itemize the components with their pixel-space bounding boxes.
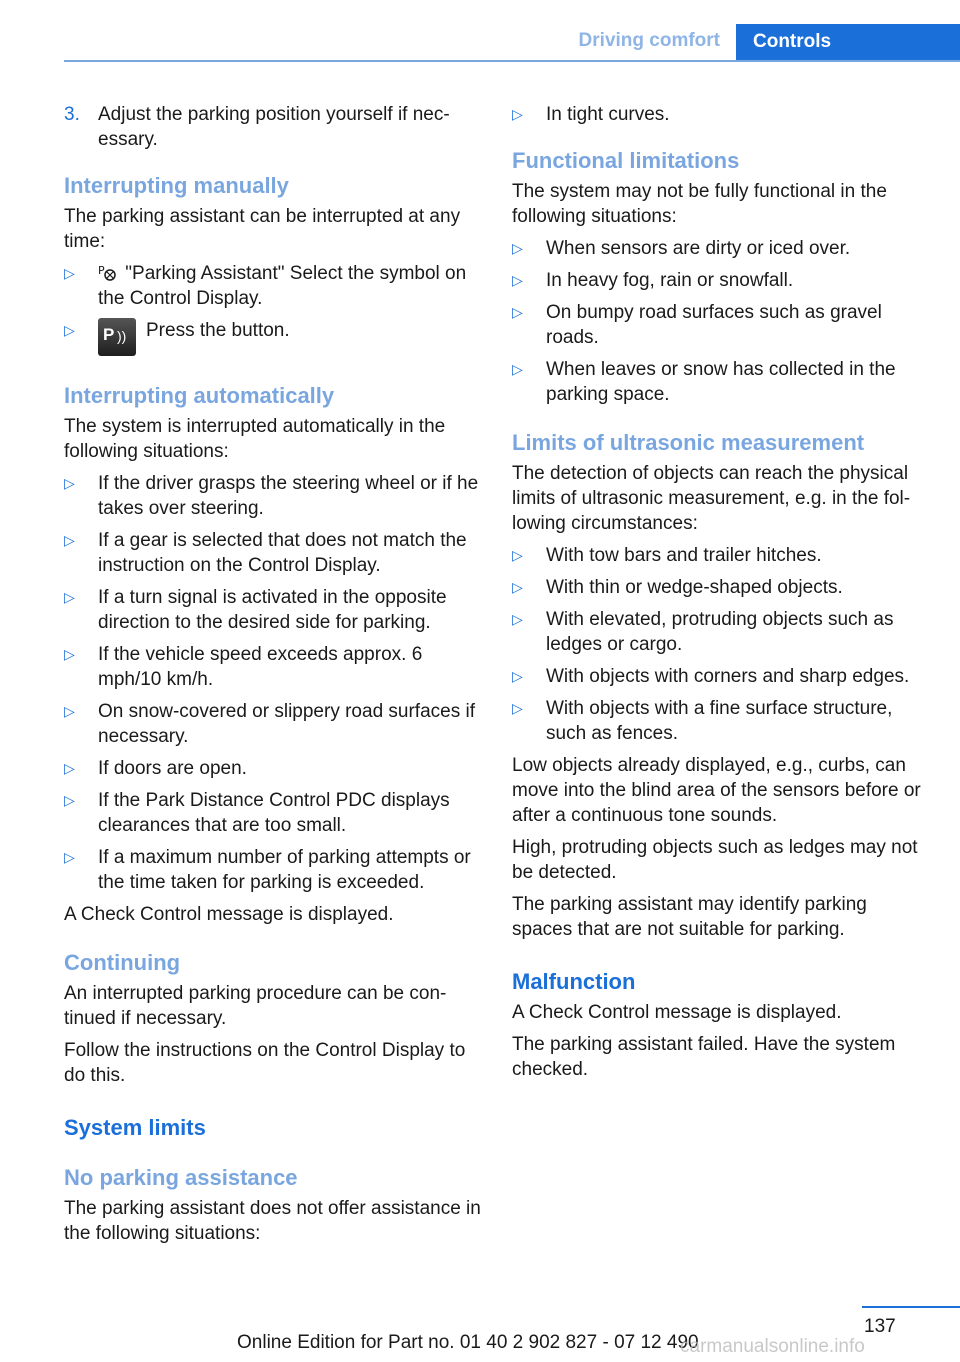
list-item-text: If a maximum number of parking attempts or the time taken for parking is exceeded. — [98, 847, 471, 893]
list-item — [512, 664, 932, 689]
list-item-text: With objects with a fine surface structure, such as fences. — [546, 698, 893, 744]
list-item-text: With elevated, protruding objects such as ledges or cargo. — [546, 609, 894, 655]
list-item-text: On bumpy road surfaces such as gravel roads. — [546, 302, 882, 348]
list-item — [512, 236, 932, 261]
list-item-text: When leaves or snow has collected in the parking space. — [546, 359, 896, 405]
bullet-icon: ▷ — [64, 265, 75, 281]
list-item — [64, 318, 482, 360]
page-header — [0, 0, 960, 62]
list-item — [512, 543, 932, 568]
manual-list — [64, 261, 482, 360]
svg-text:P: P — [98, 264, 105, 277]
list-item — [512, 268, 932, 293]
header-rule — [64, 60, 960, 62]
list-item — [64, 845, 482, 895]
malfunction-text-2: The parking assistant failed. Have the system checked. — [512, 1034, 896, 1080]
heading-interrupting-manually: Interrupting manually — [64, 173, 289, 198]
bullet-icon: ▷ — [512, 106, 523, 122]
list-item — [64, 642, 482, 692]
auto-intro: The system is interrupted automatically in the following situations: — [64, 416, 446, 462]
list-item-text: In heavy fog, rain or snowfall. — [546, 270, 794, 291]
list-item-text: If a gear is selected that does not match the instruction on the Control Display. — [98, 530, 467, 576]
bullet-icon: ▷ — [64, 475, 75, 491]
ultrasonic-list — [512, 543, 932, 746]
bullet-icon: ▷ — [64, 792, 75, 808]
continuing-text-1: An interrupted parking procedure can be con-tinued if necessary. — [64, 983, 447, 1029]
list-item — [64, 699, 482, 749]
heading-interrupting-automatically: Interrupting automatically — [64, 383, 335, 408]
header-tab-controls — [736, 24, 960, 62]
bullet-icon: ▷ — [512, 579, 523, 595]
no-assistance-text: The parking assistant does not offer assistance in the following situations: — [64, 1198, 481, 1244]
edition-footer: Online Edition for Part no. 01 40 2 902 827 - 07 12 490 — [237, 1332, 699, 1353]
bullet-icon: ▷ — [64, 646, 75, 662]
no-assistance-list — [512, 102, 932, 127]
auto-list — [64, 471, 482, 895]
low-objects-text: Low objects already displayed, e.g., curbs, can move into the blind area of the sensors before or after a continuous tone sounds. — [512, 755, 921, 826]
step-text: Adjust the parking position yourself if nec-essary. — [98, 104, 450, 150]
functional-intro: The system may not be fully functional in the following situations: — [512, 181, 887, 227]
bullet-icon: ▷ — [64, 589, 75, 605]
heading-continuing: Continuing — [64, 950, 181, 975]
bullet-icon: ▷ — [512, 668, 523, 684]
list-item — [512, 357, 932, 407]
bullet-icon: ▷ — [64, 760, 75, 776]
heading-malfunction: Malfunction — [512, 969, 636, 994]
bullet-icon: ▷ — [512, 611, 523, 627]
list-item-text: If a turn signal is activated in the opposite direction to the desired side for parking. — [98, 587, 447, 633]
bullet-icon: ▷ — [512, 240, 523, 256]
list-item — [512, 575, 932, 600]
list-item-text: If doors are open. — [98, 758, 247, 779]
check-control-note: A Check Control message is displayed. — [64, 904, 394, 925]
list-item — [512, 300, 932, 350]
list-item-text: "Parking Assistant" Select the symbol on the Control Display. — [98, 263, 467, 309]
heading-system-limits: System limits — [64, 1115, 206, 1140]
list-item-text: When sensors are dirty or iced over. — [546, 238, 851, 259]
bullet-icon: ▷ — [512, 361, 523, 377]
header-section-title: Driving comfort — [578, 30, 720, 51]
list-item — [512, 102, 932, 127]
list-item — [64, 756, 482, 781]
list-item-text: With objects with corners and sharp edges. — [546, 666, 910, 687]
bullet-icon: ▷ — [64, 322, 75, 338]
list-item — [64, 261, 482, 311]
list-item — [64, 585, 482, 635]
bullet-icon: ▷ — [64, 849, 75, 865]
list-item — [512, 696, 932, 746]
malfunction-text-1: A Check Control message is displayed. — [512, 1002, 842, 1023]
header-tab-label: Controls — [753, 31, 832, 52]
step-3 — [64, 102, 482, 152]
list-item — [64, 788, 482, 838]
parking-assistant-symbol-icon — [98, 262, 120, 282]
bullet-icon: ▷ — [512, 700, 523, 716]
may-identify-text: The parking assistant may identify parking spaces that are not suitable for parking. — [512, 894, 867, 940]
bullet-icon: ▷ — [512, 547, 523, 563]
continuing-text-2: Follow the instructions on the Control Display to do this. — [64, 1040, 466, 1086]
list-item-text: In tight curves. — [546, 104, 670, 125]
left-column — [64, 102, 482, 1253]
heading-ultrasonic-limits: Limits of ultrasonic measurement — [512, 430, 865, 455]
parking-button-icon: P )) — [98, 318, 136, 356]
ultrasonic-intro: The detection of objects can reach the physical limits of ultrasonic measurement, e.g. in the fol-lowing circumstances: — [512, 463, 911, 534]
watermark: carmanualsonline.info — [680, 1336, 865, 1357]
list-item — [512, 607, 932, 657]
bullet-icon: ▷ — [64, 532, 75, 548]
list-item-text: If the driver grasps the steering wheel or if he takes over steering. — [98, 473, 479, 519]
list-item-text: If the Park Distance Control PDC displays clearances that are too small. — [98, 790, 450, 836]
list-item-text: With thin or wedge-shaped objects. — [546, 577, 843, 598]
heading-no-parking-assistance: No parking assistance — [64, 1165, 298, 1190]
page-number: 137 — [864, 1316, 896, 1337]
bullet-icon: ▷ — [64, 703, 75, 719]
right-column — [512, 102, 932, 1089]
list-item-text: With tow bars and trailer hitches. — [546, 545, 822, 566]
bullet-icon: ▷ — [512, 304, 523, 320]
high-objects-text: High, protruding objects such as ledges may not be detected. — [512, 837, 918, 883]
heading-functional-limitations: Functional limitations — [512, 148, 740, 173]
list-item — [64, 471, 482, 521]
list-item-text: On snow-covered or slippery road surfaces if necessary. — [98, 701, 475, 747]
list-item-text: Press the button. — [146, 320, 290, 341]
list-item-text: If the vehicle speed exceeds approx. 6 mph/10 km/h. — [98, 644, 423, 690]
step-number: 3. — [64, 104, 80, 125]
list-item — [64, 528, 482, 578]
footer-rule — [862, 1306, 960, 1308]
bullet-icon: ▷ — [512, 272, 523, 288]
functional-list — [512, 236, 932, 407]
manual-intro: The parking assistant can be interrupted at any time: — [64, 206, 461, 252]
